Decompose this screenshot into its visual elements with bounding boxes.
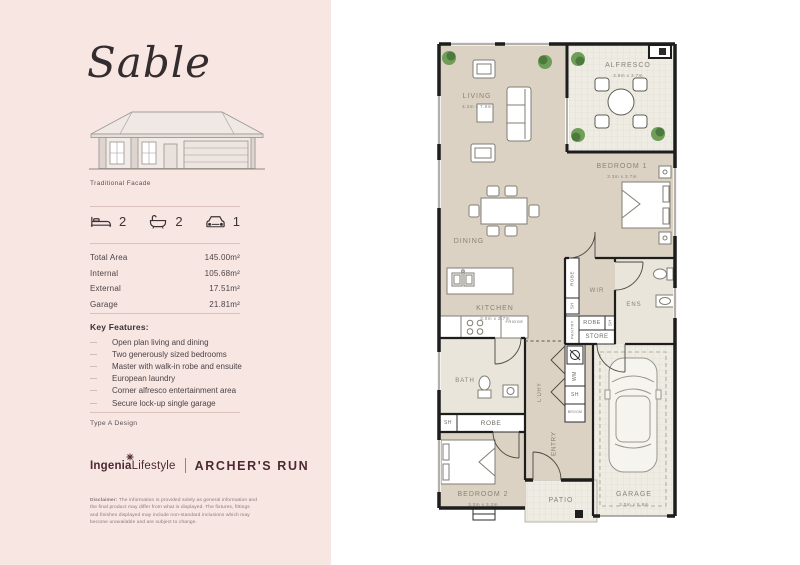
area-value: 17.51m² <box>209 284 240 294</box>
list-item <box>90 373 290 385</box>
bath-icon <box>148 214 168 229</box>
facade-illustration <box>88 108 266 172</box>
room-label-bedroom1: BEDROOM 1 3.3m x 3.7m <box>596 163 648 180</box>
brand-row <box>90 458 309 473</box>
sh-label: SH <box>569 302 575 310</box>
list-item <box>90 336 290 348</box>
ingenia-logo <box>90 460 176 472</box>
list-item <box>90 360 290 372</box>
robe-label: ROBE <box>569 270 575 286</box>
garage-count: 1 <box>232 214 240 229</box>
feature-text: Open plan living and dining <box>112 337 209 347</box>
bullet: — <box>90 350 97 358</box>
entry-label: ENTRY <box>550 431 558 457</box>
table-row <box>90 297 240 313</box>
store-label: STORE <box>585 334 609 340</box>
feature-text: Corner alfresco entertainment area <box>112 386 237 396</box>
feature-text: Two generously sized bedrooms <box>112 349 227 359</box>
room-label-ens: ENS <box>626 302 642 308</box>
info-panel <box>0 0 331 565</box>
key-features-title: Key Features: <box>90 322 149 332</box>
table-row <box>90 250 240 266</box>
brand-name-a: Ingenia <box>90 459 132 472</box>
room-label-alfresco: ALFRESCO 3.9m x 3.7m <box>605 62 651 79</box>
list-item <box>90 385 290 397</box>
room-label-wir: WIR <box>589 288 605 294</box>
sun-star-icon <box>126 453 134 461</box>
fridge-label: FRIDGE <box>505 318 524 324</box>
stat-bathrooms <box>148 214 182 229</box>
bed-icon <box>90 214 112 229</box>
area-label: Internal <box>90 268 119 278</box>
area-value: 21.81m² <box>209 299 240 309</box>
facade-caption: Traditional Facade <box>90 180 151 187</box>
divider <box>90 412 240 413</box>
stats-row <box>90 214 240 229</box>
room-label-bedroom2: BEDROOM 2 3.0m x 3.2m <box>457 491 509 508</box>
room-label-bath: BATH <box>455 378 475 384</box>
disclaimer-text: The information is provided solely as general information and the final product may differ from what is displayed. The fixtures, fittings and finishes displayed may include non-standard inclusions which may become unavailable and are subject to change. <box>90 498 258 526</box>
room-label-garage: GARAGE 3.0m x 5.8m <box>616 491 652 508</box>
table-row <box>90 281 240 297</box>
area-value: 105.68m² <box>204 268 240 278</box>
archers-run-logo: ARCHER'S RUN <box>194 458 310 473</box>
bullet: — <box>90 387 97 395</box>
design-title: Sable <box>87 38 211 87</box>
divider <box>90 313 240 314</box>
disclaimer <box>90 497 258 526</box>
sh-label: SH <box>571 392 579 398</box>
area-value: 145.00m² <box>204 253 240 263</box>
sh-label: SH <box>607 319 613 327</box>
brand-divider <box>185 458 186 473</box>
divider <box>90 243 240 244</box>
wm-label: WM <box>572 371 578 381</box>
bedrooms-count: 2 <box>119 214 127 229</box>
bullet: — <box>90 362 97 370</box>
room-label-kitchen: KITCHEN 3.0m x 2.7m <box>476 305 514 322</box>
table-row <box>90 266 240 282</box>
bathrooms-count: 2 <box>175 214 183 229</box>
robe-label: ROBE <box>480 419 502 427</box>
divider <box>90 206 240 207</box>
area-label: Total Area <box>90 253 128 263</box>
room-label-dining: DINING <box>453 238 485 245</box>
car-icon <box>205 214 226 229</box>
stat-bedrooms <box>90 214 126 229</box>
type-label: Type A Design <box>90 420 138 427</box>
area-table <box>90 250 240 312</box>
robe-label: ROBE <box>583 320 601 326</box>
bullet: — <box>90 375 97 383</box>
area-label: Garage <box>90 299 118 309</box>
room-label-patio: PATIO <box>548 497 574 504</box>
bullet: — <box>90 338 97 346</box>
feature-text: European laundry <box>112 374 176 384</box>
brand-name-b: Lifestyle <box>131 459 176 472</box>
stat-garage <box>205 214 240 229</box>
sh-label: SH <box>444 420 452 426</box>
feature-text: Secure lock-up single garage <box>112 398 216 408</box>
broom-label: BROOM <box>567 410 583 414</box>
ldry-label: L'DRY <box>537 382 543 402</box>
key-features-list <box>90 336 290 409</box>
area-label: External <box>90 284 121 294</box>
pantry-label: PANTRY <box>569 320 575 340</box>
floorplan <box>437 40 677 530</box>
feature-text: Master with walk-in robe and ensuite <box>112 361 242 371</box>
bullet: — <box>90 399 97 407</box>
disclaimer-label: Disclaimer: <box>90 498 118 503</box>
room-label-living: LIVING 4.2m x 7.8m <box>462 93 492 110</box>
patio-post <box>575 510 583 518</box>
list-item <box>90 348 290 360</box>
list-item <box>90 397 290 409</box>
